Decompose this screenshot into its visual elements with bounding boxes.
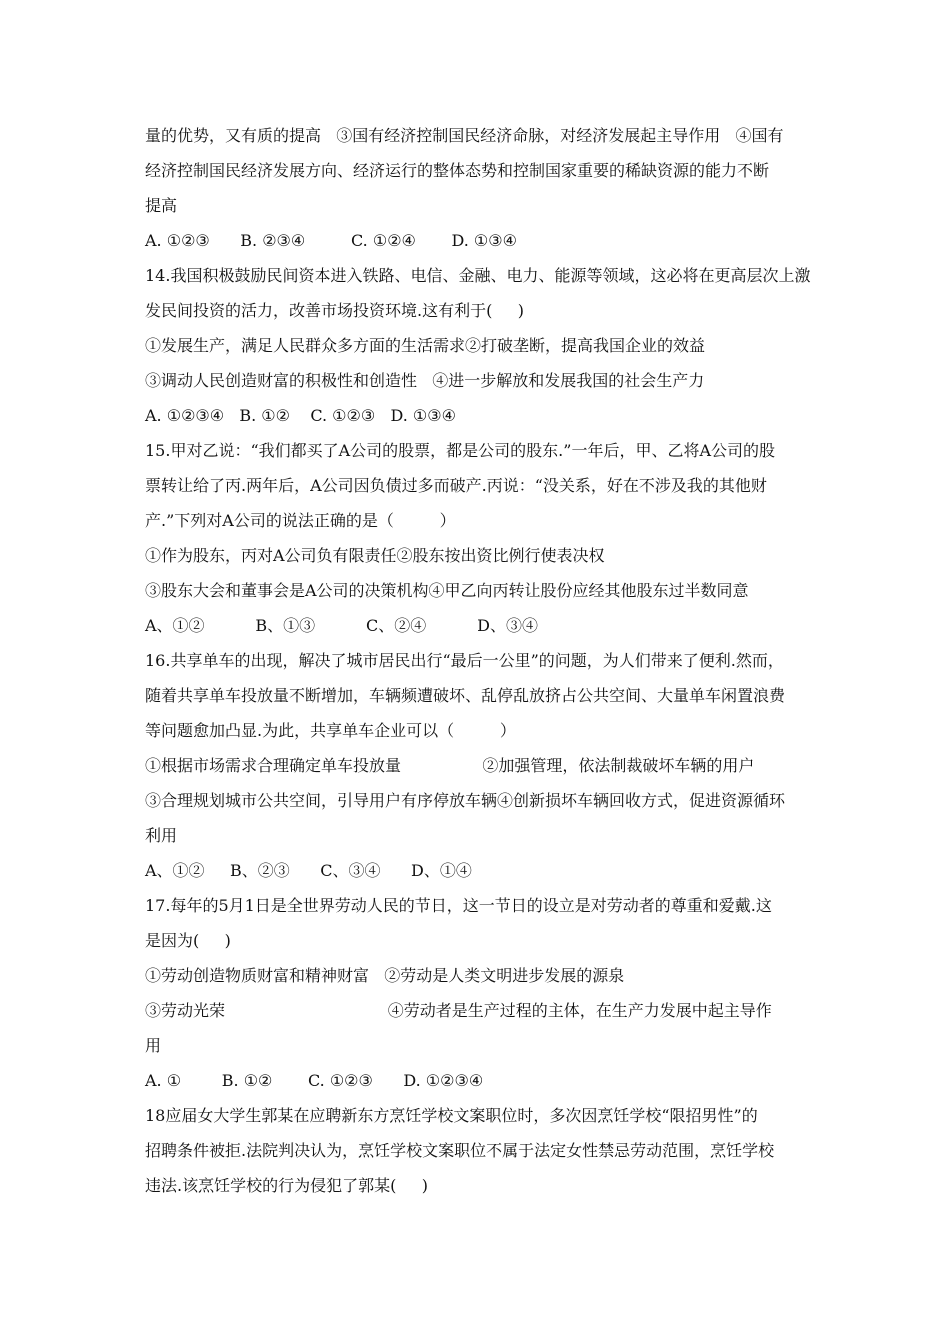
option-line: ①作为股东，丙对A公司负有限责任②股东按出资比例行使表决权	[145, 546, 605, 565]
question-16: 16.共享单车的出现，解决了城市居民出行“最后一公里”的问题，为人们带来了便利.然而，	[145, 651, 784, 670]
answer-options: A、①② B、②③ C、③④ D、①④	[145, 861, 472, 880]
question-17: 17.每年的5月1日是全世界劳动人民的节日，这一节日的设立是对劳动者的尊重和爱戴.这	[145, 896, 772, 915]
option-line: ①根据市场需求合理确定单车投放量 ②加强管理，依法制裁破坏车辆的用户	[145, 756, 755, 775]
text-line: 产.”下列对A公司的说法正确的是（ ）	[145, 511, 456, 530]
answer-options: A、①② B、①③ C、②④ D、③④	[145, 616, 538, 635]
text-line: 等问题愈加凸显.为此，共享单车企业可以（ ）	[145, 721, 516, 740]
text-line: 利用	[145, 826, 178, 845]
text-line: 票转让给了丙.两年后，A公司因负债过多而破产.丙说：“没关系，好在不涉及我的其他财	[145, 476, 767, 495]
option-line: ③调动人民创造财富的积极性和创造性 ④进一步解放和发展我国的社会生产力	[145, 371, 705, 390]
text-line: 经济控制国民经济发展方向、经济运行的整体态势和控制国家重要的稀缺资源的能力不断	[145, 161, 770, 180]
text-line: 随着共享单车投放量不断增加，车辆频遭破坏、乱停乱放挤占公共空间、大量单车闲置浪费	[145, 686, 786, 705]
question-14: 14.我国积极鼓励民间资本进入铁路、电信、金融、电力、能源等领域，这必将在更高层次上激	[145, 266, 811, 285]
option-line: ③劳动光荣 ④劳动者是生产过程的主体，在生产力发展中起主导作	[145, 1001, 772, 1020]
text-line: 提高	[145, 196, 178, 215]
option-line: ③合理规划城市公共空间，引导用户有序停放车辆④创新损坏车辆回收方式，促进资源循环	[145, 791, 786, 810]
answer-options: A. ①②③④ B. ①② C. ①②③ D. ①③④	[145, 406, 456, 425]
question-18: 18应届女大学生郭某在应聘新东方烹饪学校文案职位时，多次因烹饪学校“限招男性”的	[145, 1106, 758, 1125]
text-line: 发民间投资的活力，改善市场投资环境.这有利于( )	[145, 301, 525, 320]
answer-options: A. ①②③ B. ②③④ C. ①②④ D. ①③④	[145, 231, 517, 250]
option-line: ①发展生产，满足人民群众多方面的生活需求②打破垄断，提高我国企业的效益	[145, 336, 706, 355]
question-15: 15.甲对乙说：“我们都买了A公司的股票，都是公司的股东.”一年后，甲、乙将A公司的股	[145, 441, 776, 460]
text-line: 是因为( )	[145, 931, 231, 950]
text-line: 用	[145, 1036, 162, 1055]
text-line: 招聘条件被拒.法院判决认为，烹饪学校文案职位不属于法定女性禁忌劳动范围，烹饪学校	[145, 1141, 775, 1160]
text-line: 量的优势，又有质的提高 ③国有经济控制国民经济命脉，对经济发展起主导作用 ④国有	[145, 126, 784, 145]
answer-options: A. ① B. ①② C. ①②③ D. ①②③④	[145, 1071, 484, 1090]
option-line: ①劳动创造物质财富和精神财富 ②劳动是人类文明进步发展的源泉	[145, 966, 625, 985]
text-line: 违法.该烹饪学校的行为侵犯了郭某( )	[145, 1176, 429, 1195]
option-line: ③股东大会和董事会是A公司的决策机构④甲乙向丙转让股份应经其他股东过半数同意	[145, 581, 749, 600]
